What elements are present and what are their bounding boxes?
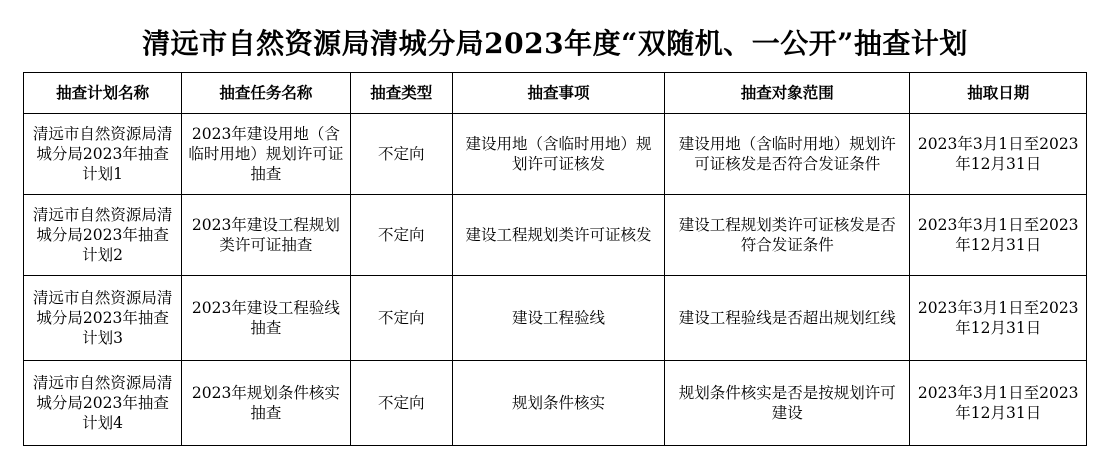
header-task-name: 抽查任务名称 xyxy=(182,73,350,114)
table-row xyxy=(24,114,1087,195)
header-item: 抽查事项 xyxy=(453,73,665,114)
cell-item: 建设用地（含临时用地）规划许可证核发 xyxy=(453,114,665,195)
cell-type: 不定向 xyxy=(350,114,452,195)
cell-plan-name: 清远市自然资源局清城分局2023年抽查计划4 xyxy=(24,361,182,446)
cell-item: 建设工程规划类许可证核发 xyxy=(453,195,665,276)
cell-task-name: 2023年规划条件核实抽查 xyxy=(182,361,350,446)
header-date: 抽取日期 xyxy=(910,73,1087,114)
cell-task-name: 2023年建设工程规划类许可证抽查 xyxy=(182,195,350,276)
cell-plan-name: 清远市自然资源局清城分局2023年抽查计划1 xyxy=(24,114,182,195)
cell-item: 规划条件核实 xyxy=(453,361,665,446)
cell-date: 2023年3月1日至2023年12月31日 xyxy=(910,361,1087,446)
cell-scope: 建设工程验线是否超出规划红线 xyxy=(665,276,910,361)
cell-type: 不定向 xyxy=(350,361,452,446)
cell-scope: 规划条件核实是否是按规划许可建设 xyxy=(665,361,910,446)
cell-date: 2023年3月1日至2023年12月31日 xyxy=(910,195,1087,276)
inspection-plan-table xyxy=(23,72,1087,446)
page-title: 清远市自然资源局清城分局2023年度“双随机、一公开”抽查计划 xyxy=(142,27,968,60)
table-row xyxy=(24,361,1087,446)
header-scope: 抽查对象范围 xyxy=(665,73,910,114)
table-row xyxy=(24,276,1087,361)
cell-type: 不定向 xyxy=(350,276,452,361)
cell-type: 不定向 xyxy=(350,195,452,276)
table-header-row xyxy=(24,73,1087,114)
cell-plan-name: 清远市自然资源局清城分局2023年抽查计划3 xyxy=(24,276,182,361)
cell-task-name: 2023年建设用地（含临时用地）规划许可证抽查 xyxy=(182,114,350,195)
cell-plan-name: 清远市自然资源局清城分局2023年抽查计划2 xyxy=(24,195,182,276)
cell-item: 建设工程验线 xyxy=(453,276,665,361)
cell-date: 2023年3月1日至2023年12月31日 xyxy=(910,114,1087,195)
cell-scope: 建设工程规划类许可证核发是否符合发证条件 xyxy=(665,195,910,276)
header-plan-name: 抽查计划名称 xyxy=(24,73,182,114)
cell-task-name: 2023年建设工程验线抽查 xyxy=(182,276,350,361)
table-row xyxy=(24,195,1087,276)
cell-scope: 建设用地（含临时用地）规划许可证核发是否符合发证条件 xyxy=(665,114,910,195)
cell-date: 2023年3月1日至2023年12月31日 xyxy=(910,276,1087,361)
header-type: 抽查类型 xyxy=(350,73,452,114)
